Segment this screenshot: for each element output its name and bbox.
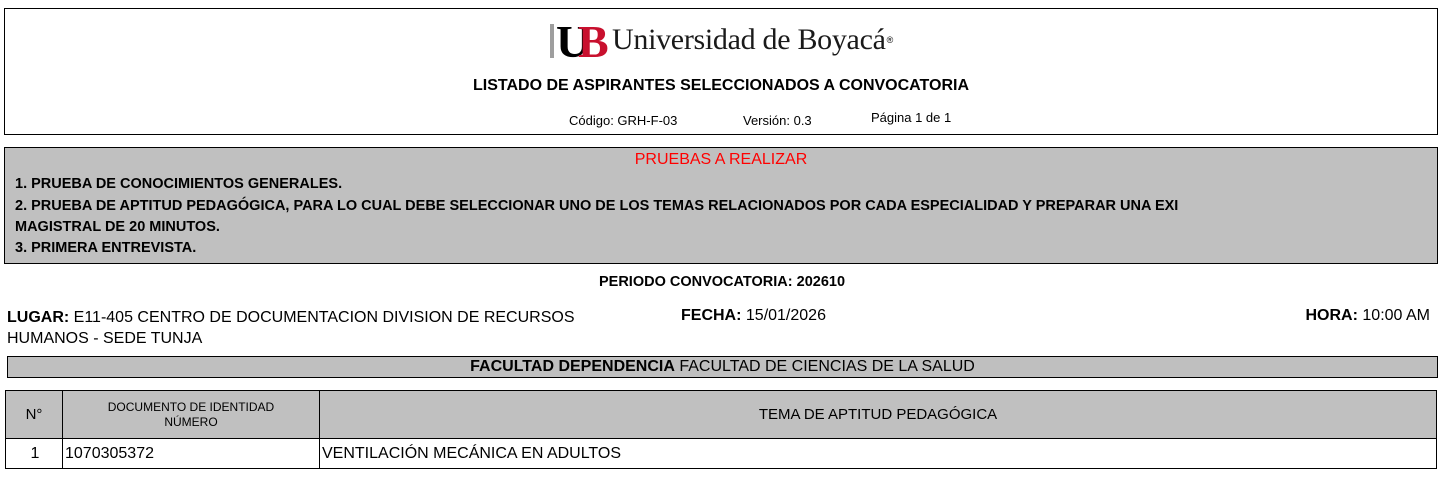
table-row [6,439,1437,469]
lugar-field [7,307,607,349]
facultad-value: FACULTAD DE CIENCIAS DE LA SALUD [679,358,975,375]
test-line: 3. PRIMERA ENTREVISTA. [15,240,197,256]
fecha-value: 15/01/2026 [745,307,826,324]
test-line: 2. PRUEBA DE APTITUD PEDAGÓGICA, PARA LO CUAL DEBE SELECCIONAR UNO DE LOS TEMAS RELACIONADOS POR CADA ESPECIALIDAD Y PREPARAR UNA EXI [15,198,1179,214]
lugar-label: LUGAR: [7,309,70,326]
fecha-field [681,307,826,325]
hora-label: HORA: [1305,307,1358,324]
column-header-documento [63,391,320,439]
university-logo [550,16,894,67]
ub-logo-mark: U B [550,18,610,62]
hora-field [1306,307,1431,325]
registered-mark: ® [886,35,894,45]
fecha-label: FECHA: [681,307,742,324]
cell-n: 1 [6,439,63,469]
applicants-table [5,390,1437,469]
tests-panel [4,147,1438,264]
page-indicator: Página 1 de 1 [871,110,952,125]
column-header-tema: TEMA DE APTITUD PEDAGÓGICA [320,391,1437,439]
test-line: 1. PRUEBA DE CONOCIMIENTOS GENERALES. [15,176,343,192]
column-header-documento-line2: NÚMERO [164,414,218,429]
logo-bar [550,24,554,58]
test-line: MAGISTRAL DE 20 MINUTOS. [15,219,220,235]
document-header [4,8,1438,135]
document-version: Versión: 0.3 [743,113,812,128]
hora-value: 10:00 AM [1362,307,1430,324]
document-code: Código: GRH-F-03 [569,113,678,128]
table-header-row [6,391,1437,439]
cell-documento: 1070305372 [63,439,320,469]
document-title: LISTADO DE ASPIRANTES SELECCIONADOS A CONVOCATORIA [472,77,970,94]
tests-heading: PRUEBAS A REALIZAR [634,151,808,168]
logo-text: Universidad de Boyacá [612,23,886,56]
facultad-label: FACULTAD DEPENDENCIA [470,358,675,375]
column-header-n: N° [6,391,63,439]
periodo-convocatoria: PERIODO CONVOCATORIA: 202610 [598,274,846,290]
facultad-bar [7,356,1438,378]
cell-tema: VENTILACIÓN MECÁNICA EN ADULTOS [320,439,1437,469]
lugar-value: E11-405 CENTRO DE DOCUMENTACION DIVISION DE RECURSOS HUMANOS - SEDE TUNJA [7,309,575,347]
column-header-documento-line1: DOCUMENTO DE IDENTIDAD [107,399,275,414]
